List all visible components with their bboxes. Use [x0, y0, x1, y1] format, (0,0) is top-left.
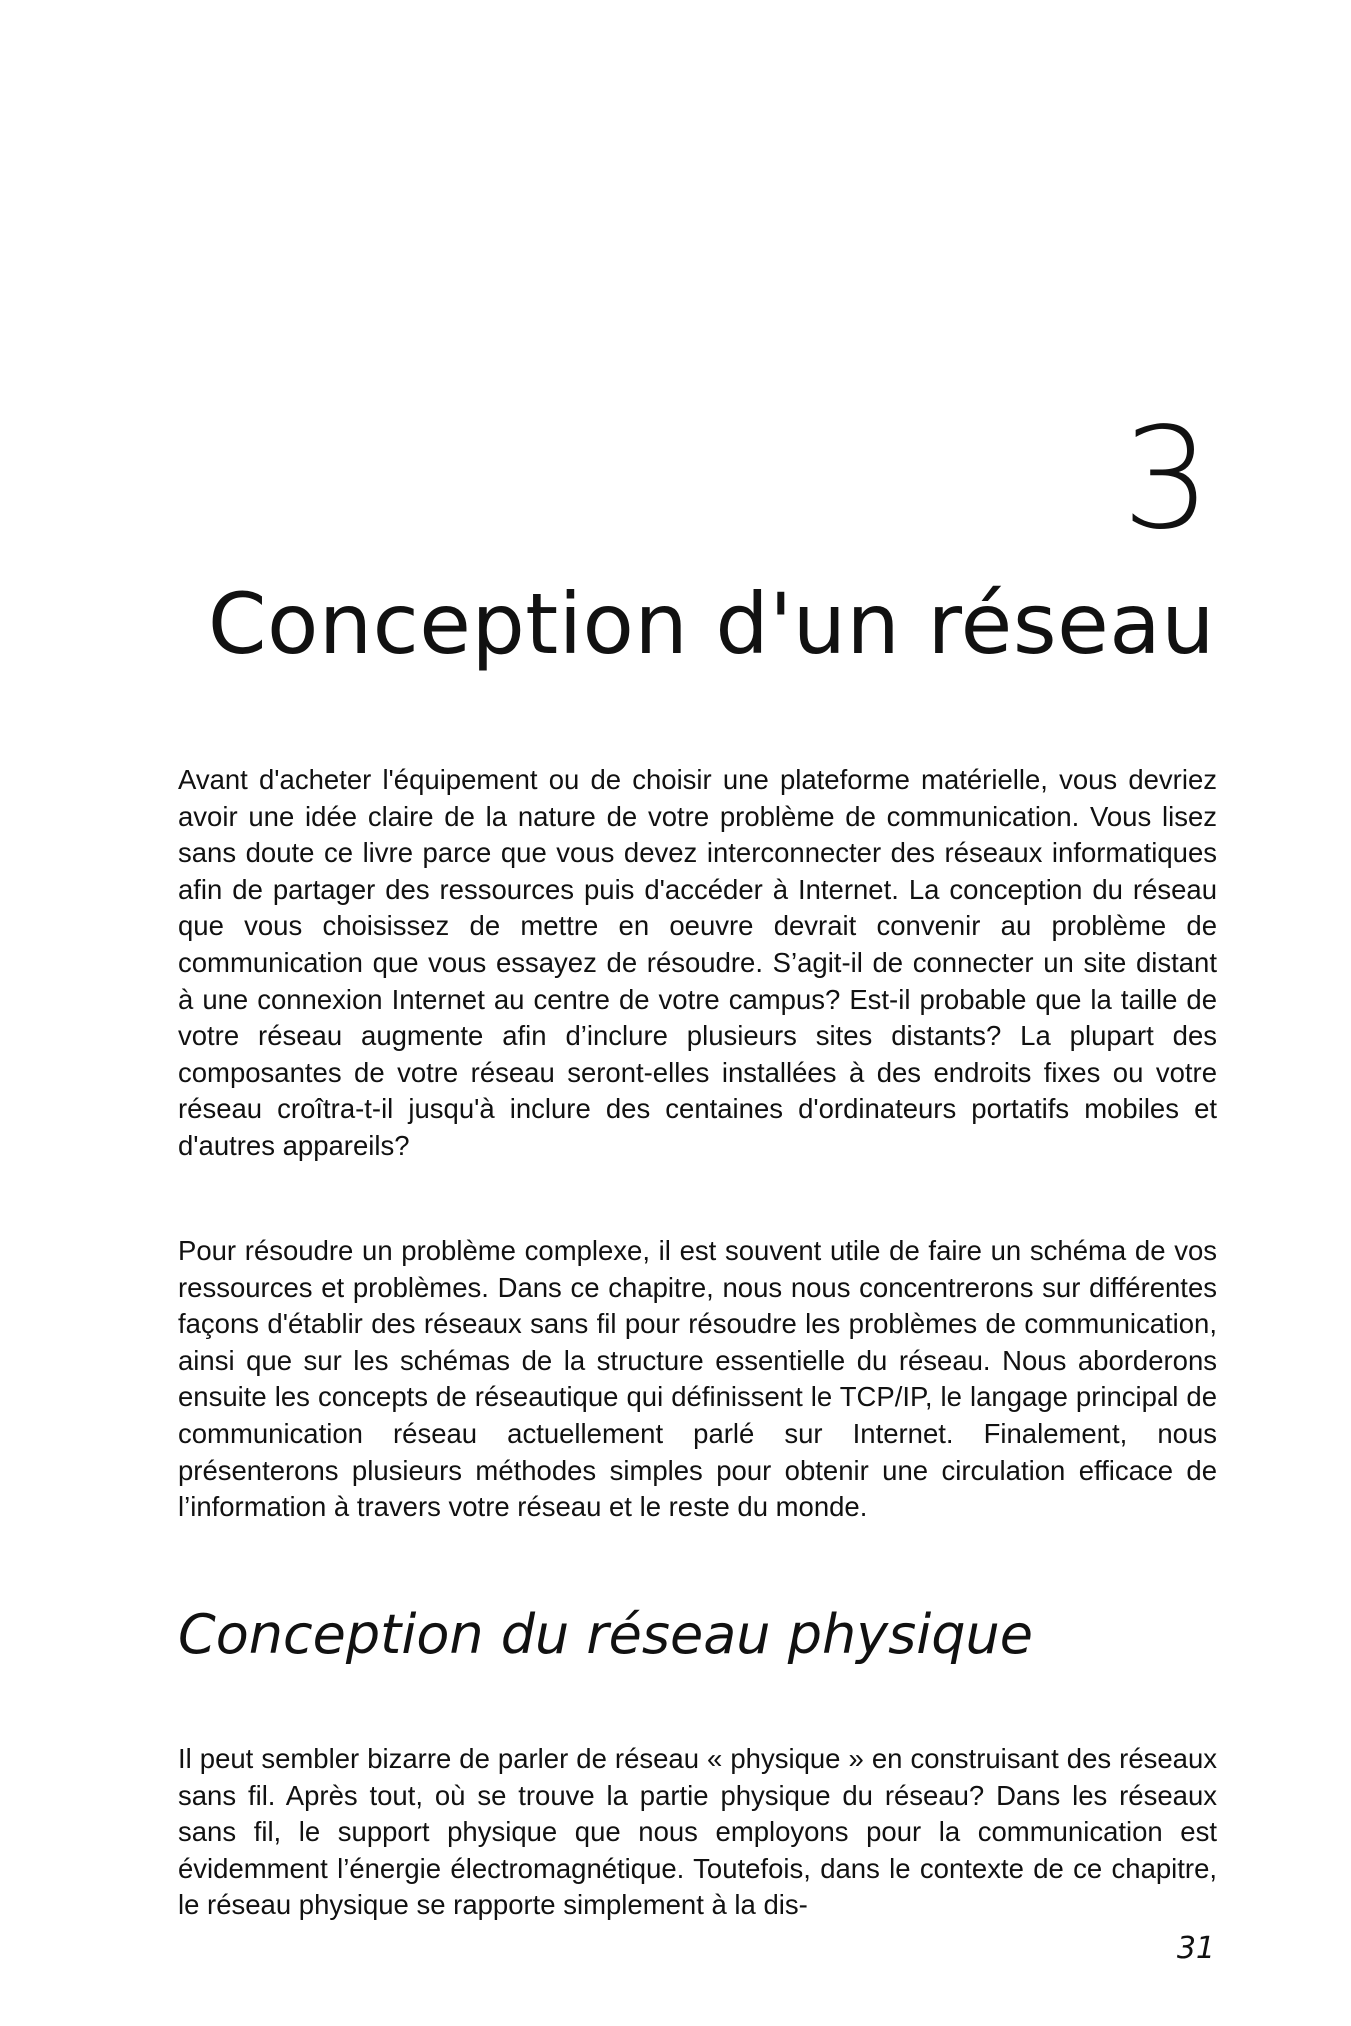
chapter-number: 3	[1121, 398, 1211, 561]
section-paragraph-1: Il peut sembler bizarre de parler de réseau « physique » en construisant des réseaux sans fil. Après tout, où se trouve la partie physique du réseau? Dans les réseaux sans fil, le support physique que nous employons pour la communication est évidemment l’énergie électromagnétique. Toutefois, dans le contexte de ce chapitre, le réseau physique se rapporte simplement à la dis-	[178, 1743, 1217, 1921]
page-number: 31	[1176, 1931, 1215, 1966]
chapter-title: Conception d'un réseau	[207, 575, 1215, 673]
intro-paragraph-2: Pour résoudre un problème complexe, il est souvent utile de faire un schéma de vos ressources et problèmes. Dans ce chapitre, nous nous concentrerons sur différentes façons d'établir des réseaux sans fil pour résoudre les problèmes de communication, ainsi que sur les schémas de la structure essentielle du réseau. Nous aborderons ensuite les concepts de réseautique qui définissent le TCP/IP, le langage principal de communication réseau actuellement parlé sur Internet. Finalement, nous présenterons plusieurs méthodes simples pour obtenir une circulation efficace de l’information à travers votre réseau et le reste du monde.	[178, 1235, 1217, 1523]
section-title: Conception du réseau physique	[178, 1603, 1034, 1666]
intro-paragraph-1: Avant d'acheter l'équipement ou de choisir une plateforme matérielle, vous devriez avoir une idée claire de la nature de votre problème de communication. Vous lisez sans doute ce livre parce que vous devez interconnecter des réseaux informatiques afin de partager des ressources puis d'accéder à Internet. La conception du réseau que vous choisissez de mettre en oeuvre devrait convenir au problème de communication que vous essayez de résoudre. S’agit-il de connecter un site distant à une connexion Internet au centre de votre campus? Est-il probable que la taille de votre réseau augmente afin d’inclure plusieurs sites distants? La plupart des composantes de votre réseau seront-elles installées à des endroits fixes ou votre réseau croîtra-t-il jusqu'à inclure des centaines d'ordinateurs portatifs mobiles et d'autres appareils?	[178, 764, 1217, 1161]
